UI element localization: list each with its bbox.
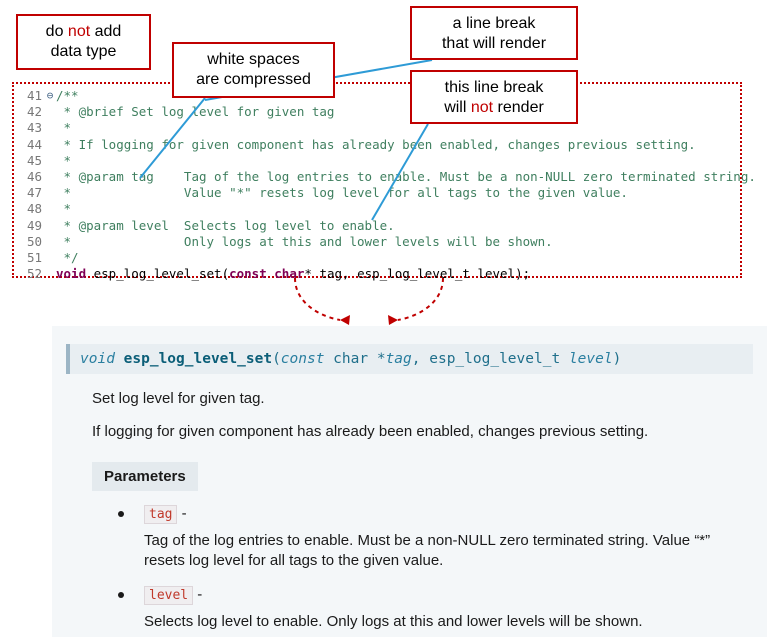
code-line-number: 42 [26,104,42,120]
callout-linebreak-render-line2: that will render [441,35,547,52]
callout-no-datatype [16,14,151,70]
doc-signature-function-name: esp_log_level_set [123,351,273,367]
code-line-number: 47 [26,185,42,201]
doc-parameter-dash: - [193,585,203,603]
code-line-number: 48 [26,201,42,217]
code-line-number: 45 [26,152,42,168]
code-line-number: 51 [26,249,42,265]
doc-signature-open-paren: ( [272,351,281,367]
doc-parameter-description: Tag of the log entries to enable. Must be a non-NULL zero terminated string. Value “*” resets log level for all tags to the given value. [144,532,711,570]
code-line-number: 52 [26,266,42,282]
code-token: esp_log_level_set( [86,266,230,282]
callout-no-datatype-line1a: do [45,23,68,40]
callout-whitespace-line2: are compressed [196,71,311,88]
callout-linebreak-render [410,6,578,60]
doc-parameter-list [110,505,753,632]
doc-parameter-item [110,586,753,632]
code-token: * tag, esp_log_level_t level); [304,266,531,282]
code-token: * [56,152,72,168]
callout-linebreak-not-render-line1: this line break [444,79,544,96]
code-token: * If logging for given component has already been enabled, changes previous setting. [56,136,696,152]
bullet-icon [118,511,124,517]
callout-no-datatype-line2: data type [50,43,117,60]
code-token: * Only logs at this and lower levels will be shown. [56,233,553,249]
code-line-number: 43 [26,120,42,136]
doc-signature-return-type: void [80,351,115,367]
code-token: * @brief Set log level for given tag [56,104,335,120]
doc-signature-param2-type: esp_log_level_t [429,351,569,367]
doc-parameter-item [110,505,753,572]
callout-no-datatype-highlight: not [67,23,91,40]
code-token: * @param tag Tag of the log entries to enable. Must be a non-NULL zero terminated string. [56,168,756,184]
doc-parameter-name: tag [144,505,177,524]
code-line-number: 49 [26,217,42,233]
callout-linebreak-not-render-line2b: render [493,99,544,116]
code-token: /** [56,88,79,103]
code-line-number: 50 [26,233,42,249]
callout-linebreak-not-render-highlight: not [470,99,494,116]
doc-signature-comma: , [411,351,430,367]
connector-arrows [200,276,530,332]
doc-signature [66,344,753,374]
doc-parameter-dash: - [177,505,187,522]
code-token: void [56,266,87,282]
callout-linebreak-not-render [410,70,578,124]
callout-whitespace-line1: white spaces [207,51,300,68]
callout-linebreak-not-render-line2a: will [444,99,471,116]
doc-signature-const-keyword: const [280,351,325,367]
doc-signature-param2-name: level [568,351,613,367]
callout-no-datatype-line1b: add [90,23,122,40]
code-token: */ [56,249,79,265]
code-line-number: 41 [26,88,42,103]
rendered-doc-panel [52,326,767,637]
code-token: char [274,266,305,282]
callout-linebreak-render-line1: a line break [452,15,536,32]
callout-whitespace [172,42,335,98]
doc-parameter-description: Selects log level to enable. Only logs at this and lower levels will be shown. [144,612,643,630]
doc-parameters-header: Parameters [92,462,198,491]
code-token: * [56,120,72,136]
doc-detail-text: If logging for given component has already been enabled, changes previous setting. [92,423,649,440]
code-token: * Value "*" resets log level for all tags to the given value. [56,185,628,201]
code-line-number: 46 [26,168,42,184]
code-fold-icon[interactable]: ⊖ [46,89,54,102]
code-line-number: 44 [26,136,42,152]
doc-signature-param1-type: char * [324,351,386,367]
code-token: const [229,266,267,282]
doc-signature-close-paren: ) [612,351,622,367]
code-token: * [56,201,72,217]
doc-brief-text: Set log level for given tag. [92,390,265,407]
bullet-icon [118,592,124,598]
code-token: * @param level Selects log level to enable. [56,217,395,233]
doc-parameter-name: level [144,586,193,605]
doc-signature-param1-name: tag [385,351,412,367]
